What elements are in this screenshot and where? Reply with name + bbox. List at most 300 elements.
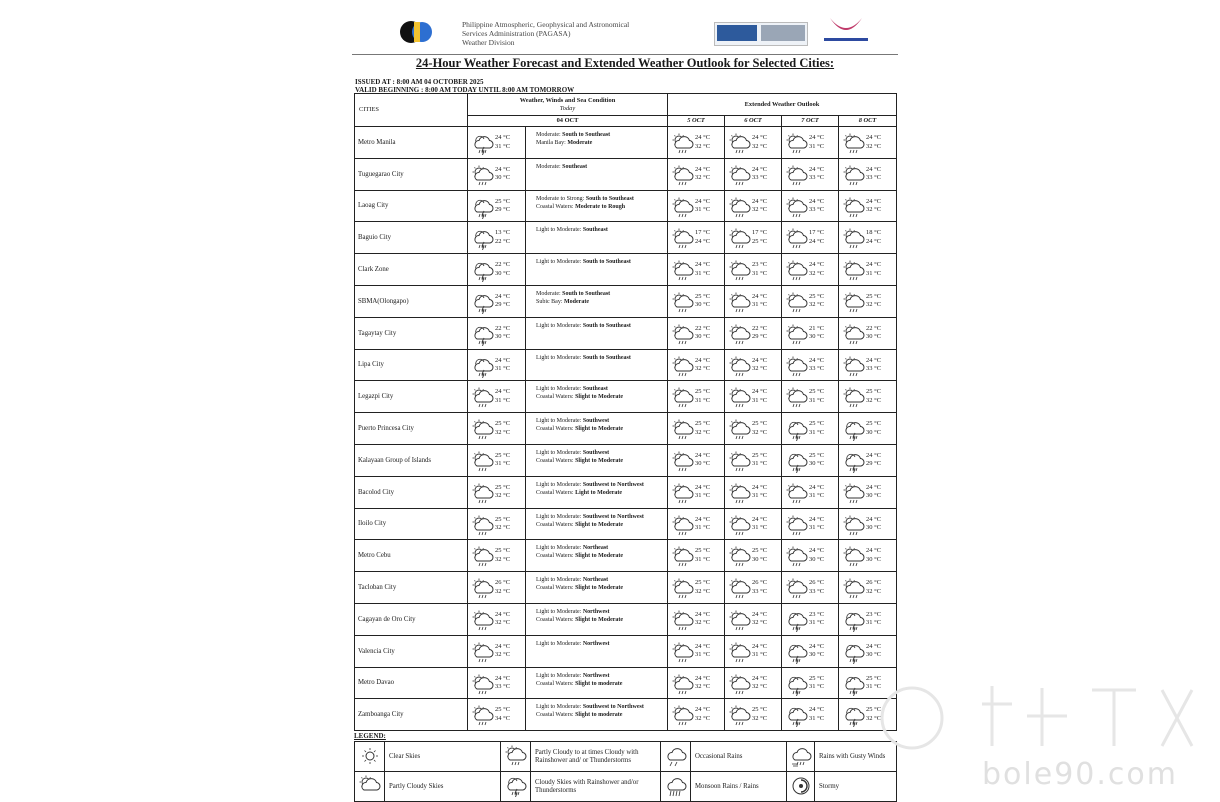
wind-direction: Northeast: [582, 545, 609, 552]
temp-low: 22 °C: [752, 324, 768, 332]
legend-table: [354, 741, 897, 802]
today-weather-cell: [468, 317, 526, 349]
outlook-day-3-temps: [809, 452, 824, 469]
temp-high: 31 °C: [695, 555, 711, 563]
legend-text: Cloudy Skies with Rainshower and/or Thunderstorms: [531, 772, 661, 802]
temp-low: 22 °C: [495, 324, 511, 332]
sea-line: [536, 584, 667, 592]
outlook-day-3-temps: [809, 388, 824, 405]
outlook-day-3-temps: [809, 706, 824, 723]
legend-row: [355, 742, 897, 772]
wind-label: Light to Moderate:: [536, 545, 583, 552]
outlook-day-3-cell: [782, 540, 839, 572]
outlook-day-2-temps: [752, 420, 767, 437]
temp-low: 26 °C: [495, 579, 511, 587]
legend-icon-cell: [661, 742, 691, 772]
temp-low: 24 °C: [695, 197, 711, 205]
temp-high: 29 °C: [495, 206, 511, 214]
temp-low: 22 °C: [695, 324, 711, 332]
temp-high: 32 °C: [695, 683, 711, 691]
temp-high: 30 °C: [695, 301, 711, 309]
sea-line: [536, 616, 667, 624]
partly-cloudy-rain-icon: [786, 483, 808, 507]
agency-line-2: Services Administration (PAGASA): [462, 29, 571, 38]
temp-high: 31 °C: [695, 396, 711, 404]
city-row: [355, 444, 897, 476]
outlook-day-4-temps: [866, 134, 881, 151]
outlook-day-1-cell: [668, 285, 725, 317]
outlook-day-2-temps: [752, 452, 767, 469]
wind-line: [536, 417, 667, 425]
temp-low: 24 °C: [866, 165, 882, 173]
temp-high: 32 °C: [866, 142, 882, 150]
sea-condition: Slight to Moderate: [575, 394, 624, 401]
sea-condition: Slight to Moderate: [575, 585, 624, 592]
stormy-icon: [790, 792, 812, 799]
outlook-day-2-temps: [752, 357, 767, 374]
issue-info: [355, 78, 574, 94]
outlook-day-4-cell: [839, 349, 897, 381]
outlook-day-1-cell: [668, 635, 725, 667]
temp-low: 24 °C: [866, 515, 882, 523]
temp-low: 24 °C: [752, 197, 768, 205]
legend-text: Clear Skies: [385, 742, 501, 772]
temp-low: 18 °C: [866, 229, 882, 237]
legend-icon-cell: [355, 742, 385, 772]
temp-high: 32 °C: [752, 428, 768, 436]
wind-line: [536, 290, 667, 298]
city-row: [355, 635, 897, 667]
outlook-day-3-temps: [809, 579, 824, 596]
outlook-day-4-temps: [866, 325, 881, 342]
partly-cloudy-rain-icon: [672, 578, 694, 602]
today-weather-temps: [495, 388, 510, 405]
temp-high: 33 °C: [809, 174, 825, 182]
today-weather-temps: [495, 166, 510, 183]
sea-condition: Slight to Moderate: [575, 521, 624, 528]
legend-text: Rains with Gusty Winds: [815, 742, 897, 772]
outlook-day-2-cell: [725, 476, 782, 508]
day-header-3: 7 OCT: [782, 116, 839, 127]
sea-condition: Slight to Moderate: [575, 616, 624, 623]
temp-low: 24 °C: [866, 547, 882, 555]
temp-high: 32 °C: [866, 396, 882, 404]
temp-low: 17 °C: [809, 229, 825, 237]
wind-direction: Southwest to Northwest: [582, 704, 644, 711]
temp-high: 31 °C: [752, 301, 768, 309]
temp-low: 24 °C: [695, 134, 711, 141]
sea-line: [536, 298, 667, 306]
partly-cloudy-rain-icon: [843, 578, 865, 602]
outlook-day-1-temps: [695, 198, 710, 215]
partly-cloudy-rain-icon: [672, 133, 694, 157]
temp-low: 25 °C: [866, 674, 882, 682]
temp-low: 24 °C: [752, 388, 768, 396]
partly-cloudy-rain-icon: [472, 165, 494, 189]
partly-cloudy-rain-icon: [843, 197, 865, 221]
wind-label: Moderate:: [536, 163, 563, 170]
partly-cloudy-rain-icon: [729, 515, 751, 539]
wind-label: Light to Moderate:: [536, 640, 583, 647]
bole-watermark: [842, 676, 1220, 796]
partly-cloudy-rain-icon: [472, 451, 494, 475]
outlook-day-3-cell: [782, 285, 839, 317]
outlook-day-3-temps: [809, 484, 824, 501]
rain-thunder-icon: [843, 451, 865, 475]
temp-high: 31 °C: [809, 683, 825, 691]
wind-sea-condition: [526, 444, 668, 476]
rain-thunder-icon: [472, 324, 494, 348]
temp-high: 32 °C: [495, 651, 511, 659]
sea-label: Subic Bay:: [536, 298, 564, 305]
outlook-day-4-cell: [839, 572, 897, 604]
partly-cloudy-rain-icon: [729, 133, 751, 157]
outlook-day-4-temps: [866, 579, 881, 596]
temp-low: 23 °C: [866, 610, 882, 618]
city-name: Baguio City: [355, 222, 468, 254]
temp-high: 31 °C: [495, 365, 511, 373]
outlook-day-2-cell: [725, 254, 782, 286]
temp-high: 30 °C: [809, 333, 825, 341]
temp-low: 24 °C: [809, 515, 825, 523]
today-weather-temps: [495, 643, 510, 660]
temp-low: 24 °C: [809, 483, 825, 491]
wind-label: Light to Moderate:: [536, 481, 583, 488]
temp-high: 30 °C: [866, 524, 882, 532]
temp-high: 33 °C: [866, 174, 882, 182]
wind-label: Light to Moderate:: [536, 386, 583, 393]
partly-cloudy-rain-icon: [786, 197, 808, 221]
outlook-day-1-cell: [668, 667, 725, 699]
wind-direction: South to Southeast: [582, 354, 631, 361]
today-weather-temps: [495, 357, 510, 374]
wind-line: [536, 385, 667, 393]
temp-low: 17 °C: [695, 229, 711, 237]
temp-high: 29 °C: [752, 333, 768, 341]
temp-high: 31 °C: [809, 142, 825, 150]
svg-text:bole90.com: bole90.com: [982, 757, 1178, 792]
outlook-day-3-cell: [782, 635, 839, 667]
outlook-day-4-cell: [839, 540, 897, 572]
temp-low: 25 °C: [495, 706, 511, 714]
sea-condition: Slight to moderate: [575, 712, 623, 719]
outlook-day-1-cell: [668, 413, 725, 445]
legend-text: Occasional Rains: [691, 742, 787, 772]
temp-low: 24 °C: [809, 261, 825, 269]
today-weather-cell: [468, 381, 526, 413]
temp-high: 32 °C: [752, 619, 768, 627]
partly-cloudy-rain-icon: [729, 197, 751, 221]
temp-low: 24 °C: [695, 261, 711, 269]
wind-label: Light to Moderate:: [536, 704, 583, 711]
partly-cloudy-rain-icon: [843, 228, 865, 252]
temp-low: 24 °C: [752, 165, 768, 173]
partly-cloudy-rain-icon: [843, 546, 865, 570]
city-name: Metro Manila: [355, 127, 468, 159]
temp-low: 25 °C: [809, 388, 825, 396]
temp-high: 31 °C: [695, 269, 711, 277]
wind-label: Moderate to Strong:: [536, 195, 586, 202]
temp-high: 32 °C: [695, 365, 711, 373]
outlook-day-4-cell: [839, 317, 897, 349]
wind-sea-condition: [526, 540, 668, 572]
outlook-day-3-temps: [809, 229, 824, 246]
outlook-day-2-temps: [752, 643, 767, 660]
temp-low: 25 °C: [695, 388, 711, 396]
sea-label: Coastal Waters:: [536, 457, 576, 464]
legend-title: LEGEND:: [354, 732, 386, 740]
wind-sea-condition: [526, 699, 668, 731]
temp-low: 25 °C: [866, 292, 882, 300]
day-header-2: 6 OCT: [725, 116, 782, 127]
outlook-day-4-cell: [839, 158, 897, 190]
temp-low: 24 °C: [495, 674, 511, 682]
outlook-day-4-temps: [866, 229, 881, 246]
city-name: Metro Davao: [355, 667, 468, 699]
temp-high: 32 °C: [495, 524, 511, 532]
temp-low: 25 °C: [695, 579, 711, 587]
sea-line: [536, 425, 667, 433]
partly-cloudy-rain-icon: [729, 642, 751, 666]
occasional-rain-icon: [665, 762, 687, 769]
outlook-day-1-cell: [668, 222, 725, 254]
temp-low: 25 °C: [695, 420, 711, 428]
partly-cloudy-rain-icon: [843, 165, 865, 189]
partly-cloudy-rain-icon: [672, 356, 694, 380]
monsoon-rain-icon: [665, 792, 687, 799]
wind-direction: South to Southeast: [585, 195, 634, 202]
today-weather-temps: [495, 547, 510, 564]
sea-label: Coastal Waters:: [536, 489, 576, 496]
today-weather-cell: [468, 603, 526, 635]
wind-sea-condition: [526, 349, 668, 381]
outlook-day-3-temps: [809, 198, 824, 215]
temp-low: 25 °C: [752, 706, 768, 714]
outlook-day-3-cell: [782, 222, 839, 254]
temp-high: 30 °C: [866, 651, 882, 659]
sea-line: [536, 680, 667, 688]
outlook-day-4-temps: [866, 261, 881, 278]
temp-high: 32 °C: [866, 587, 882, 595]
sea-condition: Slight to moderate: [575, 680, 623, 687]
temp-low: 24 °C: [866, 451, 882, 459]
outlook-day-3-cell: [782, 158, 839, 190]
today-weather-cell: [468, 508, 526, 540]
partly-cloudy-rain-icon: [672, 387, 694, 411]
day-header-1: 5 OCT: [668, 116, 725, 127]
city-row: [355, 222, 897, 254]
legend-icon-cell: [661, 772, 691, 802]
temp-low: 24 °C: [866, 261, 882, 269]
temp-high: 31 °C: [809, 524, 825, 532]
wind-direction: Southwest: [582, 418, 610, 425]
wind-sea-condition: [526, 508, 668, 540]
city-name: Iloilo City: [355, 508, 468, 540]
outlook-day-1-cell: [668, 349, 725, 381]
wind-line: [536, 258, 667, 266]
sea-condition: Light to Moderate: [575, 489, 623, 496]
city-name: Valencia City: [355, 635, 468, 667]
temp-low: 24 °C: [695, 165, 711, 173]
outlook-day-1-temps: [695, 357, 710, 374]
outlook-day-1-temps: [695, 484, 710, 501]
temp-low: 24 °C: [866, 642, 882, 650]
outlook-day-1-temps: [695, 452, 710, 469]
partly-cloudy-rain-icon: [786, 578, 808, 602]
temp-high: 24 °C: [866, 237, 882, 245]
today-weather-cell: [468, 254, 526, 286]
outlook-day-3-cell: [782, 508, 839, 540]
outlook-day-4-temps: [866, 198, 881, 215]
temp-low: 24 °C: [809, 165, 825, 173]
temp-high: 32 °C: [695, 142, 711, 150]
outlook-day-2-cell: [725, 349, 782, 381]
today-weather-cell: [468, 572, 526, 604]
partly-cloudy-rain-icon: [505, 762, 527, 769]
temp-low: 26 °C: [752, 579, 768, 587]
outlook-day-2-temps: [752, 611, 767, 628]
outlook-day-1-temps: [695, 134, 710, 151]
wind-direction: South to Southeast: [582, 259, 631, 266]
temp-high: 30 °C: [866, 492, 882, 500]
sea-condition: Moderate to Rough: [575, 203, 626, 210]
outlook-day-1-cell: [668, 699, 725, 731]
wind-label: Light to Moderate:: [536, 259, 583, 266]
partly-cloudy-rain-icon: [786, 356, 808, 380]
temp-low: 24 °C: [809, 134, 825, 141]
wind-label: Light to Moderate:: [536, 577, 583, 584]
outlook-day-1-temps: [695, 420, 710, 437]
temp-low: 24 °C: [752, 292, 768, 300]
outlook-day-4-cell: [839, 635, 897, 667]
temp-low: 24 °C: [752, 674, 768, 682]
temp-low: 25 °C: [809, 420, 825, 428]
today-weather-temps: [495, 261, 510, 278]
outlook-day-3-cell: [782, 444, 839, 476]
partly-cloudy-rain-icon: [672, 292, 694, 316]
temp-high: 31 °C: [695, 524, 711, 532]
city-row: [355, 190, 897, 222]
today-weather-temps: [495, 452, 510, 469]
outlook-day-1-temps: [695, 547, 710, 564]
temp-high: 24 °C: [809, 237, 825, 245]
temp-low: 25 °C: [495, 515, 511, 523]
temp-high: 30 °C: [809, 651, 825, 659]
outlook-day-2-cell: [725, 158, 782, 190]
outlook-day-1-cell: [668, 158, 725, 190]
outlook-day-1-temps: [695, 293, 710, 310]
partly-cloudy-rain-icon: [472, 674, 494, 698]
rain-thunder-icon: [843, 642, 865, 666]
city-name: Legazpi City: [355, 381, 468, 413]
temp-high: 30 °C: [495, 269, 511, 277]
temp-low: 24 °C: [752, 356, 768, 364]
city-name: Laoag City: [355, 190, 468, 222]
partly-cloudy-rain-icon: [729, 674, 751, 698]
sea-label: Coastal Waters:: [536, 616, 576, 623]
partly-cloudy-rain-icon: [786, 165, 808, 189]
temp-low: 25 °C: [495, 547, 511, 555]
temp-low: 25 °C: [752, 451, 768, 459]
temp-high: 33 °C: [752, 174, 768, 182]
temp-low: 25 °C: [495, 451, 511, 459]
outlook-day-4-temps: [866, 452, 881, 469]
outlook-day-2-temps: [752, 134, 767, 151]
temp-low: 23 °C: [752, 261, 768, 269]
city-row: [355, 508, 897, 540]
sea-label: Coastal Waters:: [536, 426, 576, 433]
partly-cloudy-rain-icon: [672, 165, 694, 189]
today-header: [468, 94, 668, 116]
temp-low: 24 °C: [495, 642, 511, 650]
rain-thunder-icon: [472, 133, 494, 157]
outlook-day-2-cell: [725, 317, 782, 349]
outlook-day-1-cell: [668, 317, 725, 349]
outlook-day-1-temps: [695, 579, 710, 596]
wind-label: Light to Moderate:: [536, 449, 583, 456]
outlook-day-1-temps: [695, 675, 710, 692]
sea-label: Coastal Waters:: [536, 712, 576, 719]
temp-high: 31 °C: [752, 269, 768, 277]
outlook-day-3-cell: [782, 699, 839, 731]
rain-thunder-icon: [786, 419, 808, 443]
rain-thunder-icon: [786, 705, 808, 729]
rain-thunder-icon: [472, 356, 494, 380]
temp-high: 32 °C: [752, 142, 768, 150]
partly-cloudy-rain-icon: [672, 483, 694, 507]
temp-high: 29 °C: [866, 460, 882, 468]
temp-low: 25 °C: [866, 388, 882, 396]
temp-low: 13 °C: [495, 229, 511, 237]
sea-label: Manila Bay:: [536, 140, 568, 146]
temp-low: 24 °C: [495, 165, 511, 173]
outlook-day-1-cell: [668, 190, 725, 222]
temp-low: 24 °C: [866, 483, 882, 491]
partly-cloudy-rain-icon: [786, 292, 808, 316]
wind-label: Moderate:: [536, 132, 563, 138]
temp-high: 29 °C: [495, 301, 511, 309]
temp-low: 25 °C: [695, 547, 711, 555]
outlook-day-1-cell: [668, 127, 725, 159]
temp-high: 31 °C: [809, 428, 825, 436]
wind-sea-condition: [526, 285, 668, 317]
temp-high: 33 °C: [809, 206, 825, 214]
temp-high: 30 °C: [695, 333, 711, 341]
partly-cloudy-rain-icon: [843, 356, 865, 380]
outlook-day-4-temps: [866, 484, 881, 501]
temp-high: 33 °C: [495, 683, 511, 691]
outlook-day-1-cell: [668, 540, 725, 572]
temp-high: 32 °C: [752, 683, 768, 691]
temp-high: 32 °C: [695, 714, 711, 722]
partly-cloudy-rain-icon: [729, 228, 751, 252]
sea-line: [536, 711, 667, 719]
temp-low: 24 °C: [809, 356, 825, 364]
outlook-day-2-temps: [752, 325, 767, 342]
outlook-day-2-cell: [725, 413, 782, 445]
legend-icon-cell: [501, 772, 531, 802]
wind-line: [536, 163, 667, 171]
sea-label: Coastal Waters:: [536, 553, 576, 560]
today-header-label: Weather, Winds and Sea Condition: [519, 96, 616, 104]
sea-condition: Slight to Moderate: [575, 457, 624, 464]
city-row: [355, 540, 897, 572]
outlook-day-2-temps: [752, 261, 767, 278]
city-name: Zamboanga City: [355, 699, 468, 731]
outlook-day-2-temps: [752, 198, 767, 215]
today-weather-temps: [495, 420, 510, 437]
today-weather-cell: [468, 190, 526, 222]
